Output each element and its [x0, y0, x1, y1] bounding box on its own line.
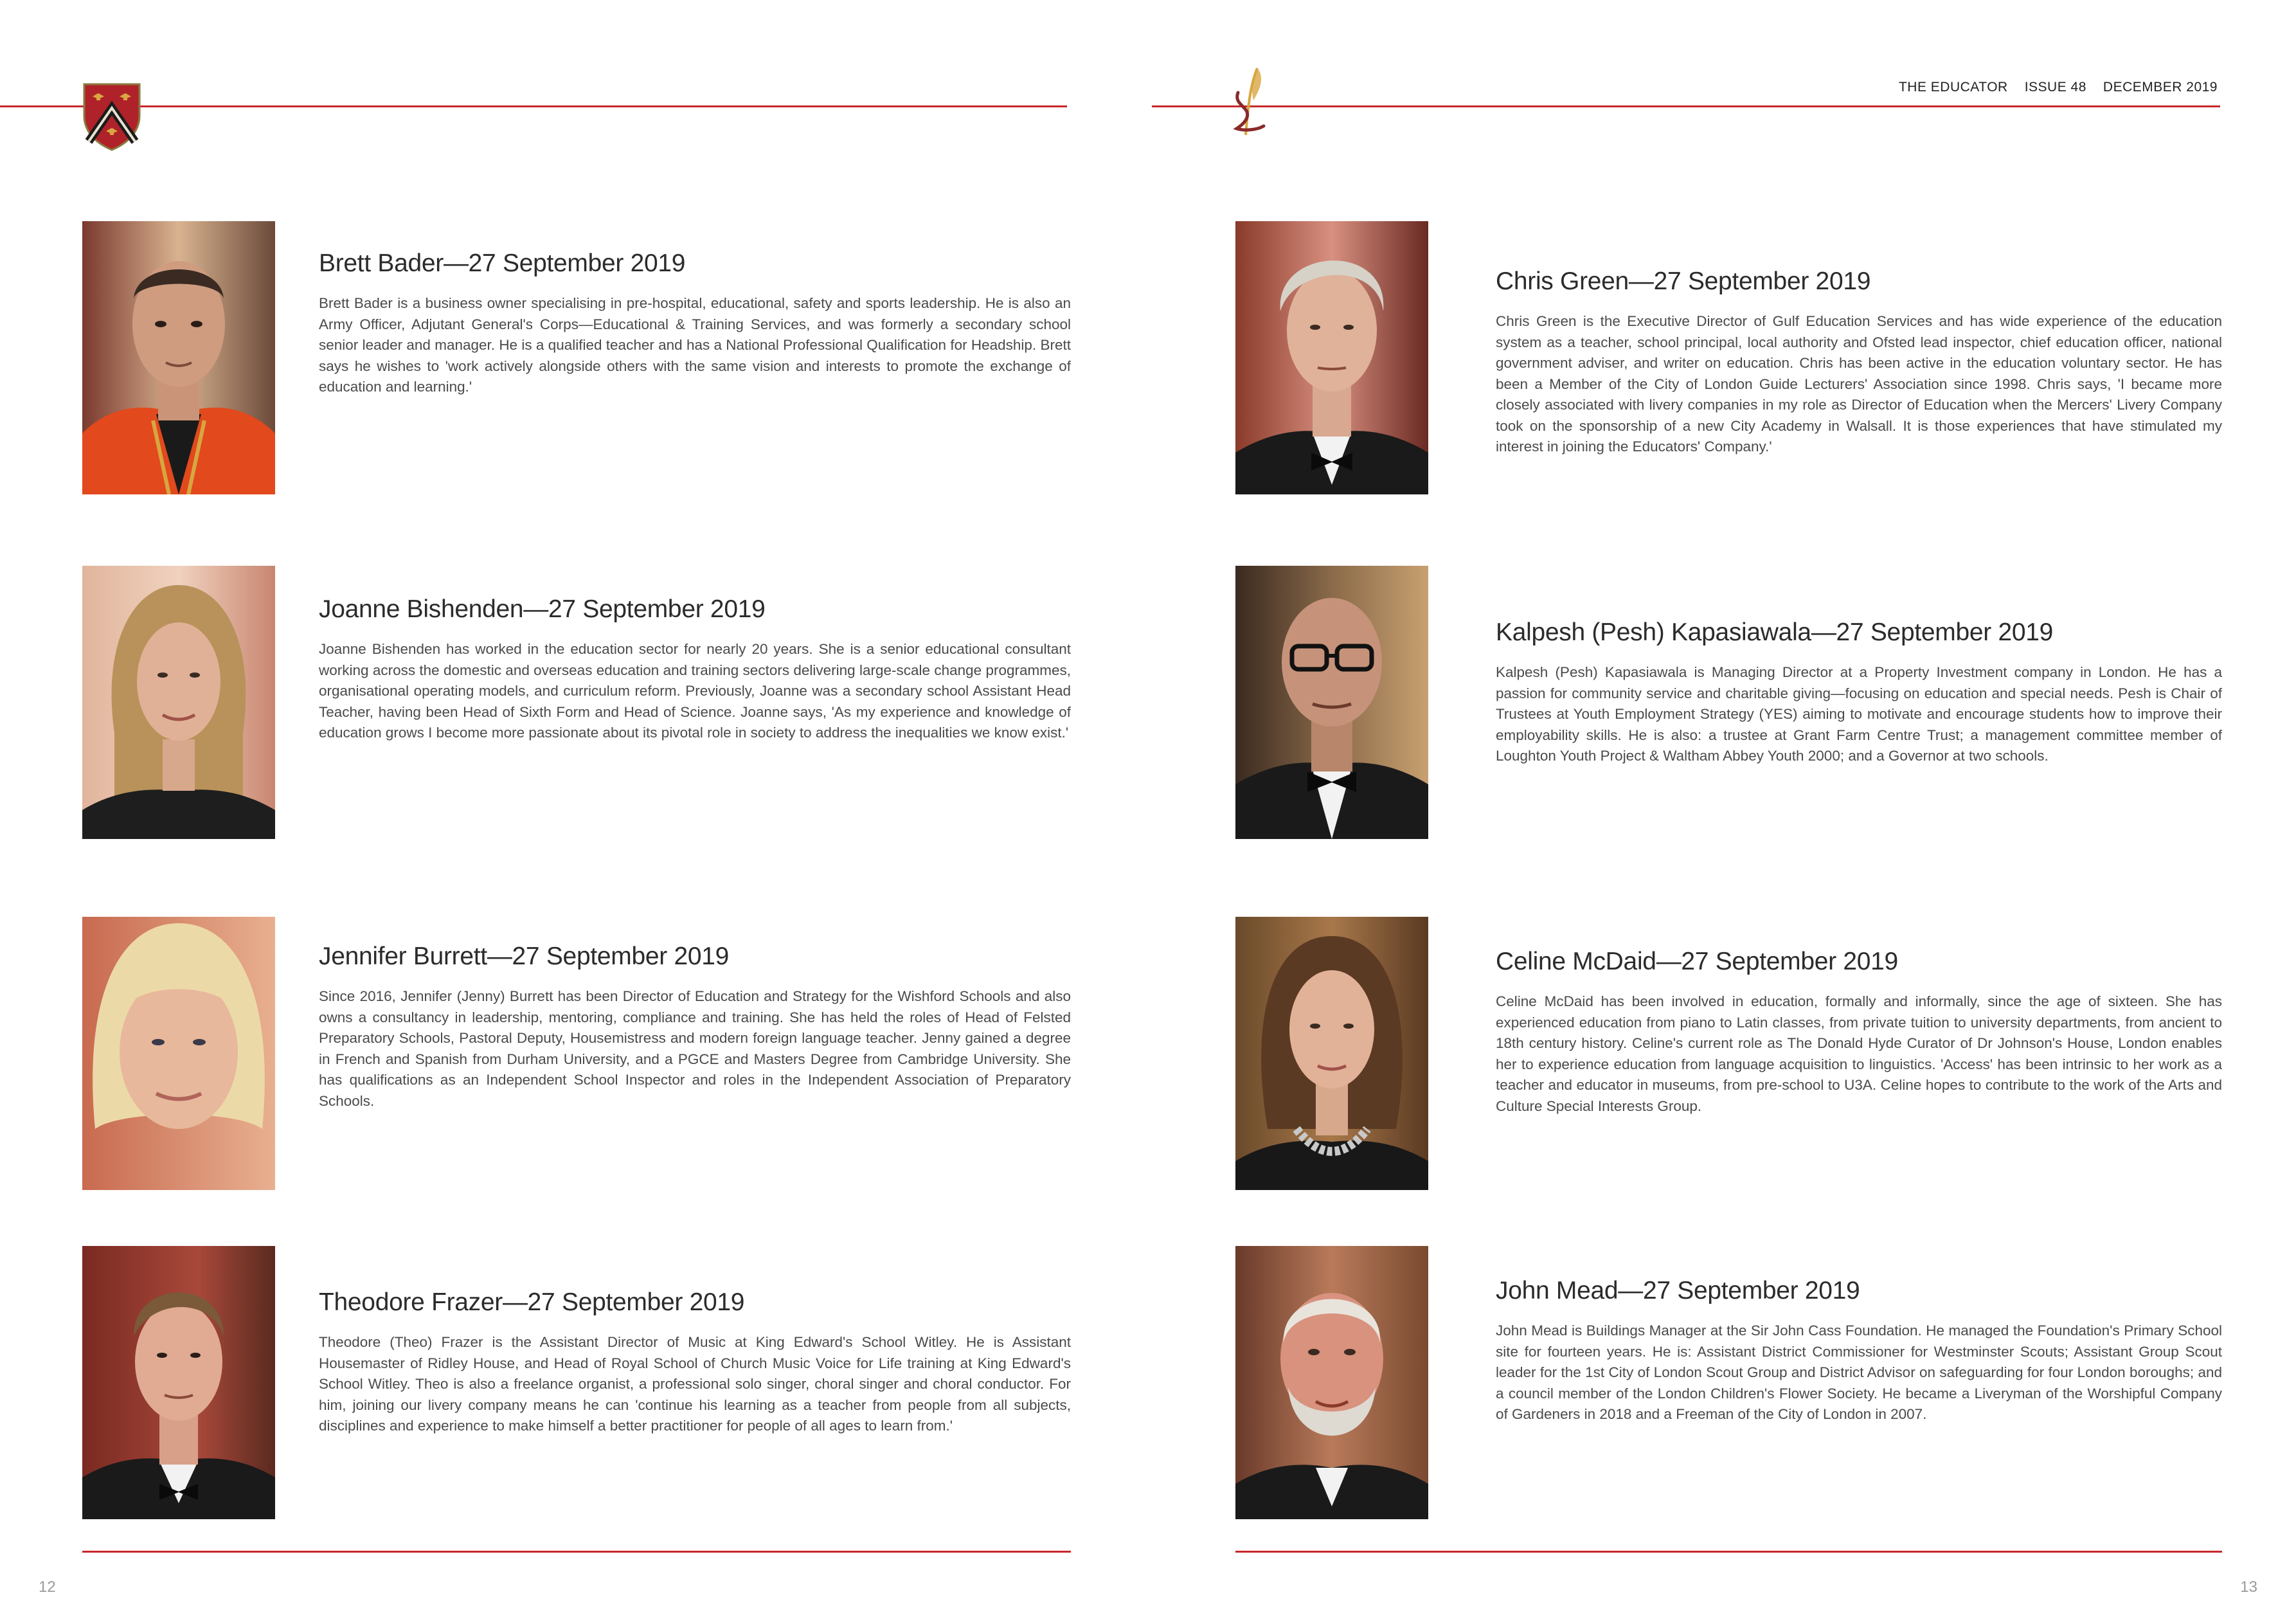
member-entry-theodore-frazer: [319, 1288, 1071, 1437]
right-header-rule: [1152, 105, 2220, 107]
right-footer-rule: [1235, 1551, 2222, 1553]
issue-number: ISSUE 48: [2024, 80, 2086, 95]
shield-crest-icon: [82, 82, 141, 152]
left-footer-rule: [82, 1551, 1071, 1553]
member-photo-joanne-bishenden: [82, 566, 275, 839]
member-entry-celine-mcdaid: [1496, 948, 2222, 1117]
member-bio: Brett Bader is a business owner specialising in pre-hospital, educational, safety and sports leadership. He is also an Army Officer, Adjutant General's Corps—Educational & Training Services, and was formerly a secondary school senior leader and manager. He is a qualified teacher and has a National Professional Qualification for Headship. Brett says he wishes to 'work actively alongside others with the same vision and interests to promote the exchange of education and learning.': [319, 295, 1071, 395]
member-entry-brett-bader: [319, 249, 1071, 398]
member-name-date: Brett Bader—27 September 2019: [319, 249, 686, 277]
member-photo-brett-bader: [82, 221, 275, 494]
member-name-date: Celine McDaid—27 September 2019: [1496, 948, 1898, 975]
member-photo-celine-mcdaid: [1235, 917, 1428, 1190]
left-header-rule: [0, 105, 1067, 107]
member-photo-theodore-frazer: [82, 1246, 275, 1519]
member-bio: John Mead is Buildings Manager at the Sir John Cass Foundation. He managed the Foundation's Primary School site for fourteen years. He is: Assistant District Commissioner for Westminster Scouts; Assistant Group Scout leader for the 1st City of London Scout Group and District Advisor on safeguarding for four London boroughs; and a council member of the London Children's Flower Society. He became a Liveryman of the Worshipful Company of Gardeners in 2018 and a Freeman of the City of London in 2007.: [1496, 1322, 2222, 1422]
member-entry-john-mead: [1496, 1277, 2222, 1425]
issue-header: [1899, 80, 2218, 95]
member-name-date: Kalpesh (Pesh) Kapasiawala—27 September 2019: [1496, 618, 2054, 646]
member-bio: Chris Green is the Executive Director of Gulf Education Services and has wide experience of the education system as a teacher, school principal, local authority and Ofsted lead inspector, chief education officer, national government adviser, and writer on education. Chris has been active in the education voluntary sector. He has been a Member of the City of London Guide Lecturers' Association since 1998. Chris says, 'I became more closely associated with livery companies in my role as Director of Education when the Mercers' Livery Company took on the sponsorship of a new City Academy in Walsall. It is those experiences that have stimulated my interest in joining the Educators' Company.': [1496, 313, 2222, 455]
issue-date: DECEMBER 2019: [2103, 80, 2218, 95]
left-page-number: 12: [39, 1578, 56, 1596]
member-entry-chris-green: [1496, 267, 2222, 458]
member-entry-kalpesh-kapasiawala: [1496, 618, 2222, 767]
member-name-date: Chris Green—27 September 2019: [1496, 267, 1871, 295]
member-photo-chris-green: [1235, 221, 1428, 494]
member-entry-jennifer-burrett: [319, 943, 1071, 1112]
right-page-number: 13: [2240, 1578, 2257, 1596]
member-bio: Joanne Bishenden has worked in the education sector for nearly 20 years. She is a senior educational consultant working across the domestic and overseas education and training sectors delivering large-scale change programmes, organisational operating models, and curriculum reform. Previously, Joanne was a secondary school Assistant Head Teacher, having been Head of Sixth Form and Head of Science. Joanne says, 'As my experience and knowledge of education grows I become more passionate about its pivotal role in society to address the inequalities we know exist.': [319, 641, 1071, 741]
member-name-date: Joanne Bishenden—27 September 2019: [319, 595, 766, 623]
member-name-date: Theodore Frazer—27 September 2019: [319, 1288, 745, 1316]
member-photo-jennifer-burrett: [82, 917, 275, 1190]
member-bio: Since 2016, Jennifer (Jenny) Burrett has been Director of Education and Strategy for the Wishford Schools and also owns a consultancy in leadership, mentoring, compliance and training. She has held the roles of Head of Felsted Preparatory Schools, Pastoral Deputy, Housemistress and modern foreign language teacher. Jenny gained a degree in French and Spanish from Durham University, and a PGCE and Masters Degree from Cambridge University. She has qualifications as an Independent School Inspector and roles in the Independent Association of Preparatory Schools.: [319, 988, 1071, 1109]
member-name-date: Jennifer Burrett—27 September 2019: [319, 943, 730, 970]
member-photo-kalpesh-kapasiawala: [1235, 566, 1428, 839]
member-name-date: John Mead—27 September 2019: [1496, 1277, 1860, 1304]
publication-name: THE EDUCATOR: [1898, 80, 2008, 95]
member-bio: Celine McDaid has been involved in education, formally and informally, since the age of sixteen. She has experienced education from piano to Latin classes, from private tuition to university departments, from ancient to 18th century history. Celine's current role as The Donald Hyde Curator of Dr Johnson's House, London enables her to experience education from language acquisition to linguistics. 'Access' has been intrinsic to her work as a teacher and educator in museums, from pre-school to U3A. Celine hopes to contribute to the work of the Arts and Culture Special Interests Group.: [1496, 993, 2222, 1114]
member-entry-joanne-bishenden: [319, 595, 1071, 744]
member-bio: Theodore (Theo) Frazer is the Assistant Director of Music at King Edward's School Witley. He is Assistant Housemaster of Ridley House, and Head of Royal School of Church Music Voice for Life training at King Edward's School Witley. Theo is also a freelance organist, a professional solo singer, choral singer and choral conductor. For him, joining our livery company means he can 'continue his learning as a teacher from people from all subjects, disciplines and experience to make himself a better practitioner for people of all ages to learn from.': [319, 1334, 1071, 1434]
quill-monogram-icon: [1232, 64, 1270, 141]
member-bio: Kalpesh (Pesh) Kapasiawala is Managing Director at a Property Investment company in London. He has a passion for community service and charitable giving—focusing on education and special needs. Pesh is Chair of Trustees at Youth Employment Strategy (YES) aiming to motivate and encourage students how to improve their employability skills. He is also: a trustee at Grant Farm Centre Trust; a management committee member of Loughton Youth Project & Waltham Abbey Youth 2000; and a Governor at two schools.: [1496, 664, 2222, 764]
member-photo-john-mead: [1235, 1246, 1428, 1519]
